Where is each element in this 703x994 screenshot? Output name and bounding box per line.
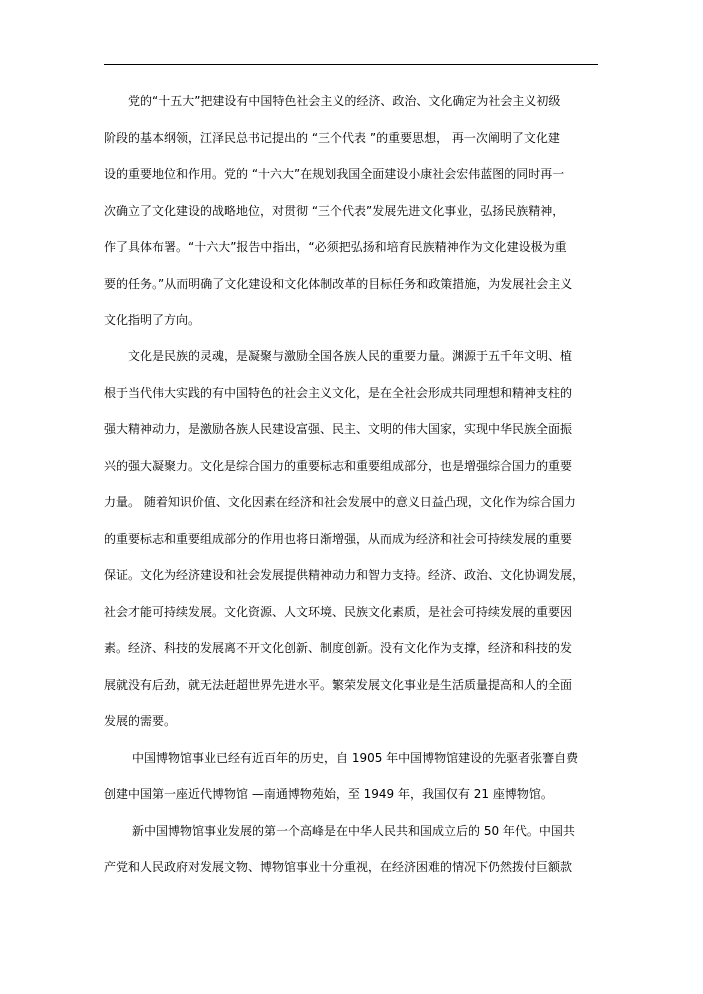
text-line: 兴的强大凝聚力。文化是综合国力的重要标志和重要组成部分，也是增强综合国力的重要	[104, 459, 573, 473]
text-line: 强大精神动力，是激励各族人民建设富强、民主、文明的伟大国家，实现中华民族全面振	[104, 422, 573, 436]
text-line: 的重要标志和重要组成部分的作用也将日渐增强，从而成为经济和社会可持续发展的重要	[104, 532, 573, 546]
text-line: 作了具体布署。“十六大”报告中指出，“必须把弘扬和培育民族精神作为文化建设极为重	[104, 240, 567, 254]
text-line: 力量。 随着知识价值、文化因素在经济和社会发展中的意义日益凸现，文化作为综合国力	[104, 495, 576, 509]
text-line: 社会才能可持续发展。文化资源、人文环境、民族文化素质，是社会可持续发展的重要因	[104, 605, 573, 619]
text-line: 素。经济、科技的发展离不开文化创新、制度创新。没有文化作为支撑，经济和科技的发	[104, 641, 573, 655]
text-line: 新中国博物馆事业发展的第一个高峰是在中华人民共和国成立后的 50 年代。中国共	[132, 824, 575, 838]
text-line: 产党和人民政府对发展文物、博物馆事业十分重视，在经济困难的情况下仍然拨付巨额款	[104, 860, 573, 874]
text-line: 创建中国第一座近代博物馆 —南通博物苑始，至 1949 年，我国仅有 21 座博物馆。	[104, 787, 553, 801]
text-line: 次确立了文化建设的战略地位，对贯彻 “三个代表”发展先进文化事业，弘扬民族精神，	[104, 204, 565, 218]
text-line: 要的任务。”从而明确了文化建设和文化体制改革的目标任务和政策措施，为发展社会主义	[104, 277, 573, 291]
text-line: 阶段的基本纲领，江泽民总书记提出的 “三个代表 ”的重要思想， 再一次阐明了文化建	[104, 131, 560, 145]
header-rule	[104, 64, 598, 65]
text-line: 党的“十五大”把建设有中国特色社会主义的经济、政治、文化确定为社会主义初级	[128, 94, 561, 108]
text-line: 文化指明了方向。	[104, 313, 201, 327]
text-line: 保证。文化为经济建设和社会发展提供精神动力和智力支持。经济、政治、文化协调发展，	[104, 568, 585, 582]
text-line: 发展的需要。	[104, 714, 177, 728]
text-line: 根于当代伟大实践的有中国特色的社会主义文化，是在全社会形成共同理想和精神支柱的	[104, 386, 573, 400]
text-line: 文化是民族的灵魂，是凝聚与激励全国各族人民的重要力量。渊源于五千年文明、植	[128, 349, 573, 363]
text-line: 设的重要地位和作用。党的 “十六大”在规划我国全面建设小康社会宏伟蓝图的同时再一	[104, 167, 565, 181]
text-line: 展就没有后劲，就无法赶超世界先进水平。繁荣发展文化事业是生活质量提高和人的全面	[104, 678, 573, 692]
text-line: 中国博物馆事业已经有近百年的历史，自 1905 年中国博物馆建设的先驱者张謇自费	[132, 751, 579, 765]
